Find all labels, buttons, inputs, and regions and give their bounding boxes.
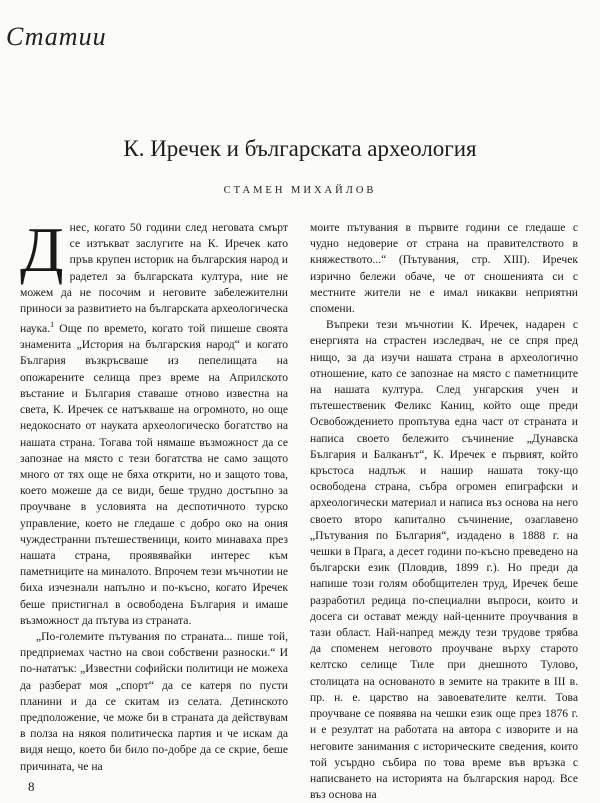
paragraph: моите пътувания в първите години се гледаше с чудно недоверие от страна на правителството в княжеството...“ (Пътувания, стр. XIII). Иречек изрично бележи обаче, че от сношенията си с местните жители не е имал никакви неприятни спомени. xyxy=(310,221,578,316)
paragraph: „По-големите пътувания по страната... пише той, предприемах частно на свои собствени разноски.“ И по-нататък: „Известни софийски политици не можеха да разберат моя „спорт“ да се катеря по пусти планини и да се скитам из селата. Детинското предположение, че може би в страната да действувам в полза на някоя политическа партия и че искам да видя нещо, което би било по-добре да се скрие, беше причината, че на xyxy=(20,629,288,773)
article-title: К. Иречек и българската археология xyxy=(123,136,477,161)
drop-cap: Д xyxy=(20,214,64,285)
article-author: СТАМЕН МИХАЙЛОВ xyxy=(223,185,377,196)
right-column xyxy=(310,220,578,802)
paragraph-text: Още по времето, когато той пишеше своята знаменита „История на българския народ“ и когато България възкръсваше из пепелищата на опожарените селища през време на Априлското въстание и България ставаше отново известна на света, К. Иречек се натъкваше на огромното, но още недокоснато от науката археологическо богатство на нашата страна. Тогава той нямаше възможност да се запознае на място с тези богатства не само защото много от тях още не бяха открити, но и защото това, което можеше да се види, беше трудно достъпно за проучване в условията на деспотичното турско управление, което не гледаше с добро око на ония чуждестранни пътешественици, които минаваха през нашата страна, проявявайки интерес към паметниците на миналото. Впрочем тези мъчнотии не биха изчезнали напълно и по-късно, когато Иречек беше пристигнал в освободена България и имаше възможност да пътува из страната. xyxy=(20,322,288,627)
page-number: 8 xyxy=(28,779,35,794)
paragraph-text: нес, когато 50 години след неговата смърт се изтъкват заслугите на К. Иречек като пръв крупен историк на българския народ и радетел за българската култура, ние не можем да не посочим и неговите забележителни приноси за развитието на българската археологическа наука. xyxy=(20,221,288,336)
paragraph: Въпреки тези мъчнотии К. Иречек, надарен с енергията на страстен изследвач, не се спря пред нищо, за да изучи нашата страна в археологично отношение, като се запознае на място с паметниците на нашата култура. След унгарския учен и пътешественик Феликс Каниц, който още преди Освобождението пропътува една част от страната и написа своето бележито съчинение „Дунавска България и Балканът“, К. Иречек е първият, който кръстоса надлъж и нашир нашата току-що освободена страна, събра огромен епиграфски и археологически материал и написа въз основа на него своето второ капитално съчинение, озаглавено „Пътувания по България“, издадено в 1888 г. на чешки в Прага, а десет години по-късно преведено на български език (Пловдив, 1899 г.). Но преди да напише този голям обобщителен труд, Иречек беше разработил редица по-специални въпроси, които и досега си остават между най-ценните проучвания в тази област. Най-напред между тези трудове трябва да споменем неговото проучване върху старото келтско селище Тиле при днешното Тулово, столицата на основаното в земите на траките в III в. пр. н. е. царство на завоевателите келти. Това проучване се появява на чешки език още през 1876 г. и е резултат на работата на автора с изворите и на неговите занимания с историческите сведения, които той усърдно събира по това време във връзка с написването на историята на българския народ. Все въз основа на xyxy=(310,318,578,802)
section-heading: Статии xyxy=(6,22,107,51)
footnote-reference[interactable]: 1 xyxy=(50,320,55,330)
paragraph xyxy=(20,214,288,629)
left-column xyxy=(20,214,288,780)
